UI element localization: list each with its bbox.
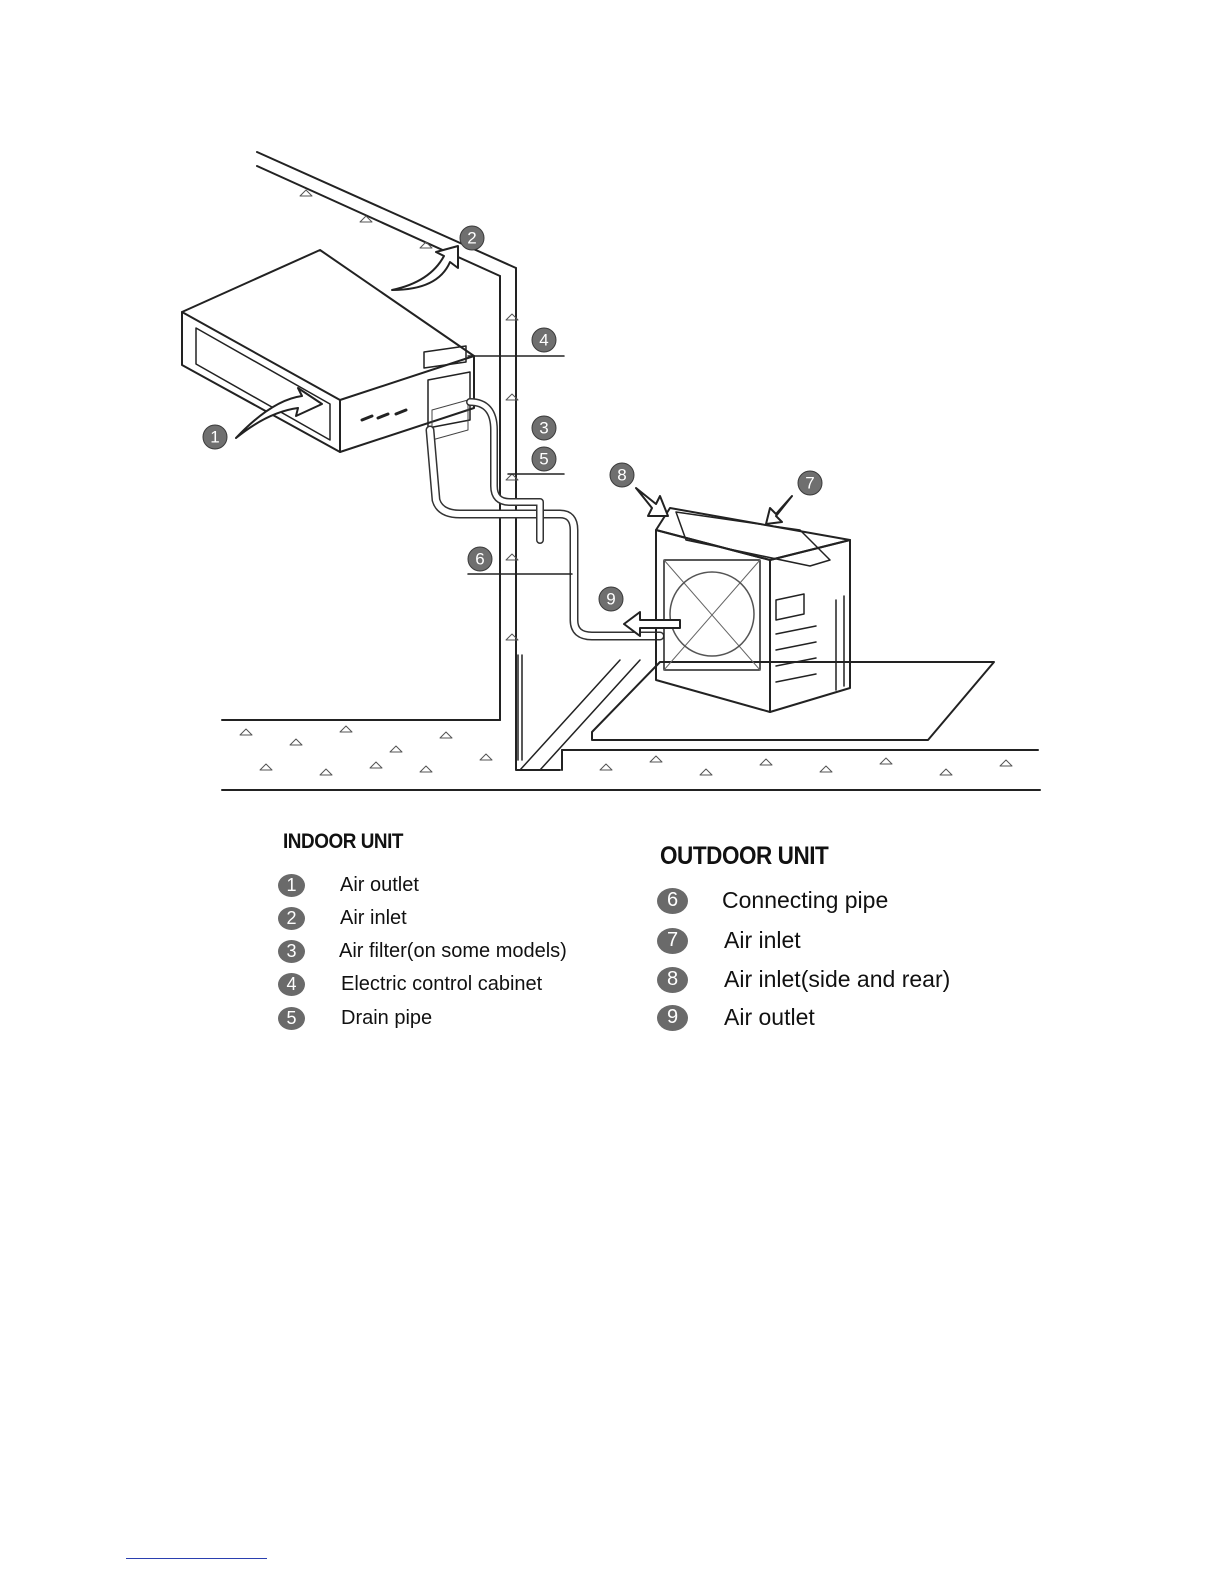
- outdoor-legend-item: [657, 966, 950, 993]
- indoor-legend-item: [278, 940, 567, 963]
- callout-3: [532, 416, 556, 440]
- svg-text:1: 1: [210, 427, 220, 447]
- outdoor-legend-item: [657, 1004, 815, 1031]
- legend-label: Electric control cabinet: [341, 973, 543, 995]
- number-badge: 6: [657, 888, 688, 914]
- outdoor-unit: [656, 508, 850, 712]
- legend-label: Air inlet: [340, 907, 407, 929]
- legend-label: Connecting pipe: [722, 887, 889, 913]
- callout-9: [599, 587, 623, 611]
- svg-text:2: 2: [467, 228, 477, 248]
- callout-6: [468, 547, 492, 571]
- number-badge: 3: [278, 940, 305, 963]
- indoor-legend-item: [278, 907, 407, 930]
- svg-text:6: 6: [475, 549, 485, 569]
- legend-label: Air outlet: [340, 874, 419, 896]
- pipe-drain: [470, 402, 540, 540]
- svg-text:7: 7: [805, 473, 815, 493]
- arrow-air-inlet-top: [766, 496, 792, 524]
- indoor-legend-item: [278, 973, 542, 996]
- number-badge: 8: [657, 967, 688, 993]
- number-badge: 5: [278, 1007, 305, 1030]
- svg-text:3: 3: [539, 418, 549, 438]
- number-badge: 7: [657, 928, 688, 954]
- callout-1: [203, 425, 227, 449]
- callout-8: [610, 463, 634, 487]
- legend-label: Air inlet: [724, 927, 801, 953]
- legend-label: Air outlet: [724, 1004, 815, 1030]
- number-badge: 4: [278, 973, 305, 996]
- indoor-legend: [283, 830, 623, 1040]
- svg-text:4: 4: [539, 330, 549, 350]
- legend-label: Air inlet(side and rear): [724, 966, 951, 992]
- indoor-legend-title: INDOOR UNIT: [283, 830, 403, 853]
- wall-groove: [518, 655, 522, 760]
- outdoor-legend: [660, 842, 1040, 1042]
- svg-text:9: 9: [606, 589, 616, 609]
- svg-text:5: 5: [539, 449, 549, 469]
- number-badge: 9: [657, 1005, 688, 1031]
- pad: [592, 662, 994, 740]
- svg-text:8: 8: [617, 465, 627, 485]
- legend-label: Drain pipe: [341, 1007, 433, 1029]
- outdoor-legend-item: [657, 887, 888, 914]
- outdoor-legend-title: OUTDOOR UNIT: [660, 842, 829, 870]
- number-badge: 1: [278, 874, 305, 897]
- callout-2: [460, 226, 484, 250]
- arrow-air-inlet-side: [636, 488, 668, 516]
- number-badge: 2: [278, 907, 305, 930]
- outdoor-legend-item: [657, 927, 801, 954]
- pipe-drain-inner: [470, 402, 540, 540]
- arrow-air-outlet-indoor: [236, 388, 322, 438]
- callout-4: [532, 328, 556, 352]
- footer-rule: [126, 1558, 267, 1559]
- ceiling-lower: [257, 166, 500, 720]
- callout-7: [798, 471, 822, 495]
- indoor-legend-item: [278, 874, 419, 897]
- callout-5: [532, 447, 556, 471]
- legend-label: Air filter(on some models): [339, 940, 567, 962]
- indoor-legend-item: [278, 1007, 432, 1030]
- arrow-air-inlet-indoor: [392, 246, 458, 290]
- trench-lines: [520, 660, 640, 770]
